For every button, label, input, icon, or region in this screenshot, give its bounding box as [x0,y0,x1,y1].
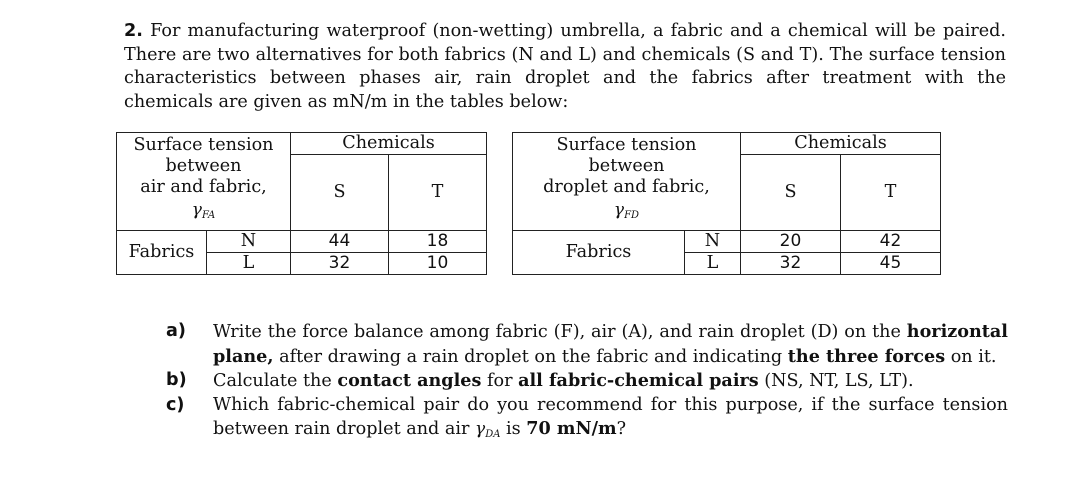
gamma-subscript: FD [624,210,640,221]
header-line: between [588,156,665,176]
bold-run: 70 mN/m [526,418,617,439]
text-run: is [500,419,527,439]
fabrics-label: Fabrics [117,231,207,275]
droplet-fabric-surface-tension-table [512,132,941,275]
question-label: b) [166,370,187,390]
gamma-subscript: FA [201,210,216,221]
header-line: between [165,156,242,176]
air-fabric-surface-tension-table [116,132,487,275]
gamma-symbol [513,200,740,226]
header-line: droplet and fabric, [543,177,710,197]
value-cell: 18 [389,231,487,253]
chemical-s-header: S [741,155,841,231]
fabric-l-label: L [207,253,291,275]
chemical-t-header: T [841,155,941,231]
header-line: Surface tension [133,135,274,155]
gamma-char: γ [613,200,625,220]
gamma-symbol [475,419,500,439]
question-c [166,394,1008,447]
chemicals-header: Chemicals [741,133,941,155]
text-run: Calculate the [213,371,338,391]
chemical-t-header: T [389,155,487,231]
fabric-n-label: N [685,231,741,253]
bold-run: all fabric-chemical pairs [518,370,759,391]
question-a [166,320,1008,369]
chemical-s-header: S [291,155,389,231]
question-list [166,320,1008,447]
question-text [213,320,1008,369]
chemicals-header: Chemicals [291,133,487,155]
text-run: Write the force balance among fabric (F), air (A), and rain droplet (D) on the [213,322,907,342]
problem-number: 2. [124,21,143,41]
problem-text: For manufacturing waterproof (non-wetting) umbrella, a fabric and a chemical will be paired. There are two alternatives for both fabrics (N and L) and chemicals (S and T). The surface tension characteristics between phases air, rain droplet and the fabrics after treatment with the chemicals are given as mN/m in the tables below: [124,21,1006,112]
table-header-cell [117,133,291,231]
question-text [213,394,1008,447]
gamma-symbol [117,200,290,226]
fabrics-label: Fabrics [513,231,685,275]
text-run: ? [616,419,627,439]
fabric-n-label: N [207,231,291,253]
question-label: a) [166,321,186,341]
header-line: air and fabric, [140,177,267,197]
value-cell: 44 [291,231,389,253]
bold-run: contact angles [337,370,482,391]
text-run: after drawing a rain droplet on the fabric and indicating [273,346,788,367]
text-run: (NS, NT, LS, LT). [758,371,914,391]
value-cell: 10 [389,253,487,275]
value-cell: 42 [841,231,941,253]
value-cell: 32 [291,253,389,275]
text-run: for [481,371,519,391]
problem-statement [124,20,1006,114]
bold-run: horizontal plane, [213,321,1008,367]
fabric-l-label: L [685,253,741,275]
header-line: Surface tension [556,135,697,155]
value-cell: 32 [741,253,841,275]
text-run: on it. [945,346,997,367]
value-cell: 45 [841,253,941,275]
question-b [166,369,1008,394]
gamma-char: γ [475,419,486,439]
question-text [213,369,1008,394]
gamma-char: γ [191,200,202,220]
value-cell: 20 [741,231,841,253]
gamma-subscript: DA [485,429,501,440]
text-run: Which fabric-chemical pair do you recommend for this purpose, if the surface tension between rain droplet and air [213,394,1008,439]
table-header-cell [513,133,741,231]
question-label: c) [166,394,185,415]
bold-run: the three forces [787,345,946,367]
